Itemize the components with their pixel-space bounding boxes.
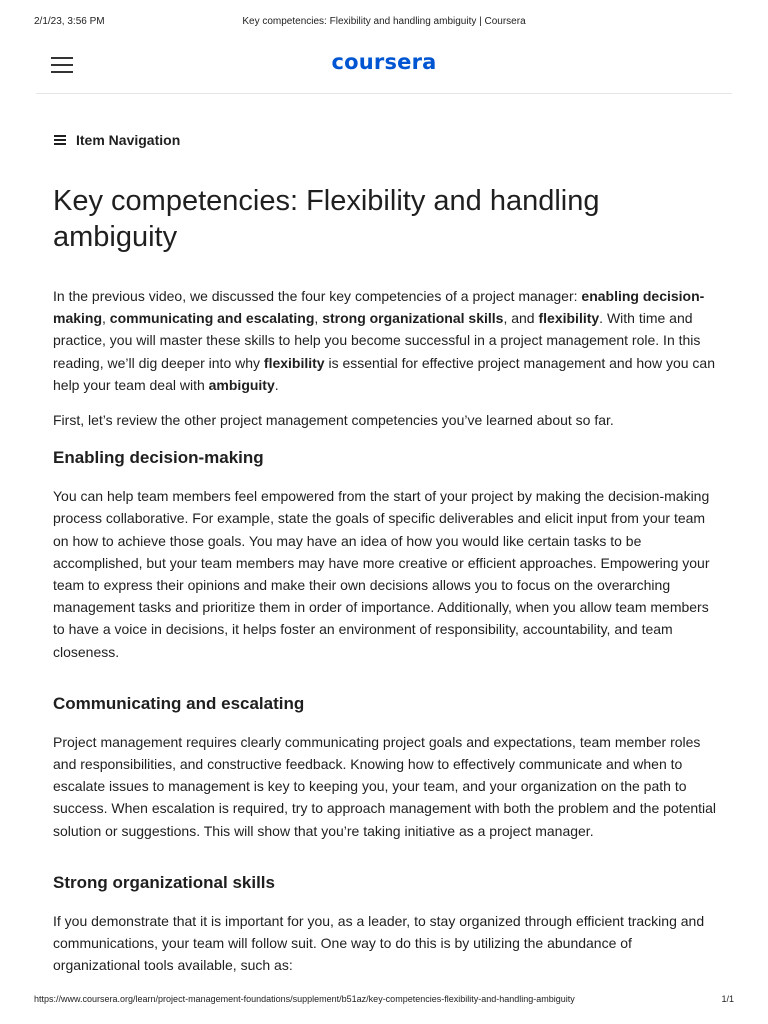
intro-paragraph [53, 285, 721, 396]
top-navigation-bar [36, 38, 732, 94]
section-heading-communicating: Communicating and escalating [53, 693, 305, 713]
reading-content [53, 285, 721, 976]
section-body-organizational: If you demonstrate that it is important for you, as a leader, to stay organized through efficient tracking and communications, your team will follow suit. One way to do this is by utilizing the abundance of organizational tools available, such as: [53, 912, 705, 974]
intro-bold-term: ambiguity [208, 376, 275, 393]
intro-bold-term: flexibility [263, 354, 325, 371]
intro-text: In the previous video, we discussed the four key competencies of a project manager: [53, 288, 582, 304]
page-count: 1/1 [721, 994, 734, 1004]
section-body-communicating: Project management requires clearly communicating project goals and expectations, team member roles and responsibilities, and constructive feedback. Knowing how to effectively communicate and when to escalate issues to management is key to keeping you, your team, and your organization on the path to success. When escalation is required, try to approach management with both the problem and the potential solution or suggestions. This will show that you’re taking initiative as a project manager. [53, 733, 717, 839]
print-header [0, 16, 768, 30]
intro-text: , and [503, 310, 539, 327]
item-navigation-button[interactable] [54, 130, 180, 150]
item-navigation-label: Item Navigation [76, 132, 181, 148]
intro-bold-term: communicating and escalating [109, 310, 315, 327]
list-icon [54, 135, 66, 146]
coursera-logo[interactable]: coursera [331, 50, 437, 74]
print-date: 2/1/23, 3:56 PM [34, 16, 105, 27]
intro-bold-term: enabling decision-making [53, 288, 705, 327]
intro-text: , [314, 310, 323, 327]
print-footer [0, 994, 768, 1008]
print-page-title: Key competencies: Flexibility and handling ambiguity | Coursera [242, 16, 526, 27]
intro-text: . [274, 376, 279, 393]
intro-text: . With time and practice, you will master these skills to help you become successful in a project management role. In this reading, we’ll dig deeper into why [53, 310, 701, 371]
page-url: https://www.coursera.org/learn/project-management-foundations/supplement/b51az/key-competencies-flexibility-and-handling-ambiguity [34, 994, 575, 1004]
intro-text: is essential for effective project management and how you can help your team deal with [53, 354, 716, 393]
section-heading-decision-making: Enabling decision-making [53, 448, 264, 468]
intro-bold-term: strong organizational skills [322, 310, 504, 327]
review-paragraph: First, let’s review the other project management competencies you’ve learned about so far. [53, 412, 614, 429]
section-heading-organizational: Strong organizational skills [53, 872, 275, 892]
intro-text: , [102, 310, 110, 327]
section-body-decision-making: You can help team members feel empowered from the start of your project by making the decision-making process collaborative. For example, state the goals of specific deliverables and elicit input from your team on how to achieve those goals. You may have an idea of how you would like certain tasks to be accomplished, but your team members may have more creative or efficient approaches. Empowering your team to express their opinions and make their own decisions allows you to focus on the overarching management tasks and prioritize them in order of importance. Additionally, when you allow team members to have a voice in decisions, it helps foster an environment of responsibility, accountability, and team closeness. [53, 488, 710, 660]
page-title: Key competencies: Flexibility and handling ambiguity [53, 185, 600, 253]
intro-bold-term: flexibility [538, 310, 600, 327]
